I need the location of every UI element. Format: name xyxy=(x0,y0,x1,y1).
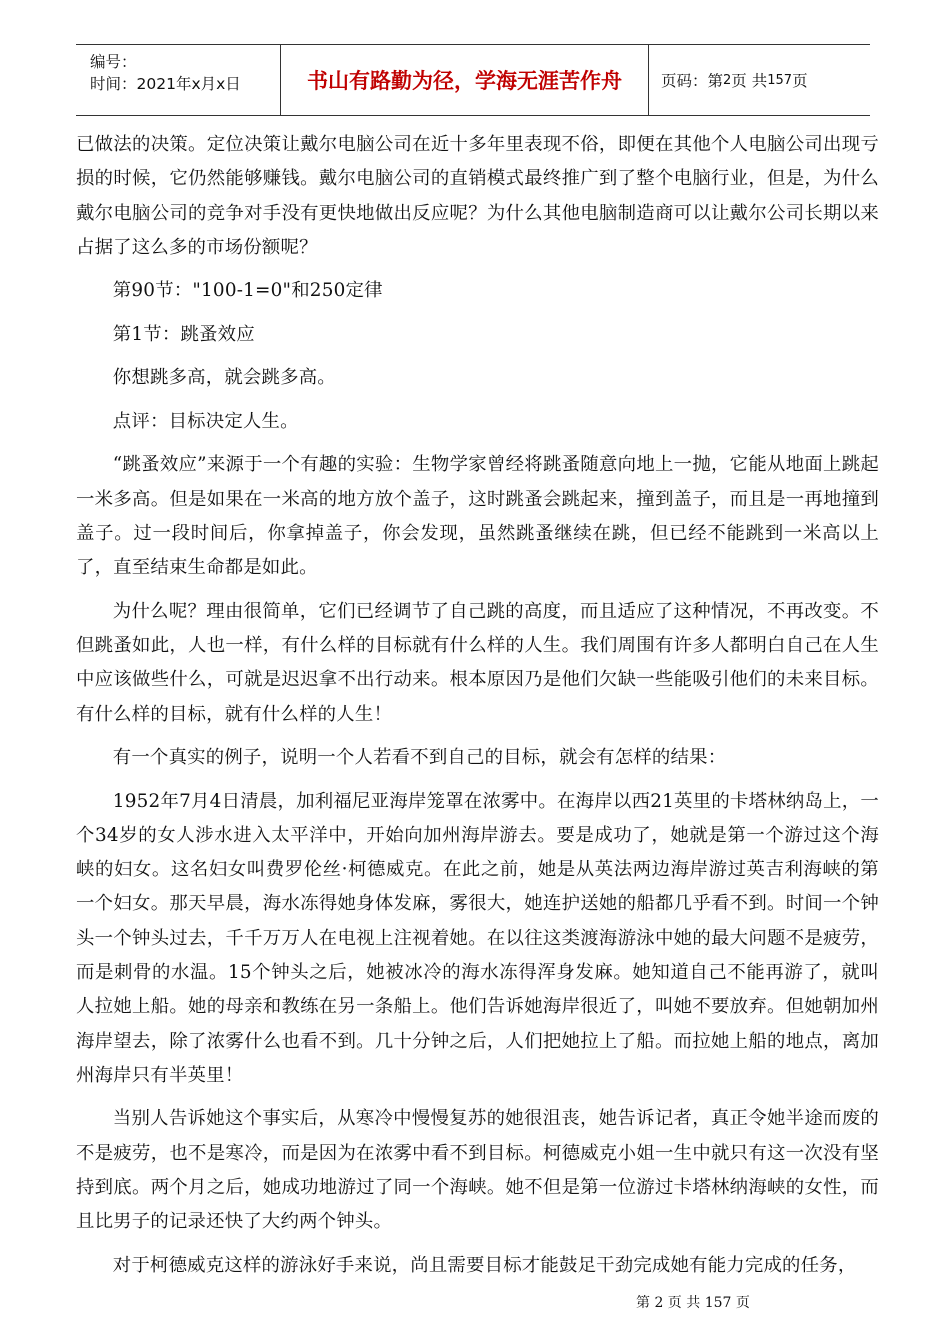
paragraph: “跳蚤效应”来源于一个有趣的实验：生物学家曾经将跳蚤随意向地上一抛，它能从地面上跳起一米多高。但是如果在一米高的地方放个盖子，这时跳蚤会跳起来，撞到盖子，而且是一再地撞到盖子。过一段时间后，你拿掉盖子，你会发现，虽然跳蚤继续在跳，但已经不能跳到一米高以上了，直至结束生命都是如此。 xyxy=(76,454,879,579)
paragraph: 对于柯德威克这样的游泳好手来说，尚且需要目标才能鼓足干劲完成她有能力完成的任务， xyxy=(112,1254,857,1276)
header-page-info xyxy=(649,45,870,115)
paragraph: 你想跳多高，就会跳多高。 xyxy=(112,367,336,389)
section-heading: 第90节："100-1=0"和250定律 xyxy=(112,280,383,302)
header-meta xyxy=(76,45,281,115)
paragraph: 已做法的决策。定位决策让戴尔电脑公司在近十多年里表现不俗，即便在其他个人电脑公司出现亏损的时候，它仍然能够赚钱。戴尔电脑公司的直销模式最终推广到了整个电脑行业，但是，为什么戴尔电脑公司的竞争对手没有更快地做出反应呢？为什么其他电脑制造商可以让戴尔公司长期以来占据了这么多的市场份额呢？ xyxy=(76,134,879,258)
paragraph: 1952年7月4日清晨，加利福尼亚海岸笼罩在浓雾中。在海岸以西21英里的卡塔林纳岛上，一个34岁的女人涉水进入太平洋中，开始向加州海岸游去。要是成功了，她就是第一个游过这个海峡的妇女。这名妇女叫费罗伦丝·柯德威克。在此之前，她是从英法两边海岸游过英吉利海峡的第一个妇女。那天早晨，海水冻得她身体发麻，雾很大，她连护送她的船都几乎看不到。时间一个钟头一个钟头过去，千千万万人在电视上注视着她。在以往这类渡海游泳中她的最大问题不是疲劳，而是刺骨的水温。15个钟头之后，她被冰冷的海水冻得浑身发麻。她知道自己不能再游了，就叫人拉她上船。她的母亲和教练在另一条船上。他们告诉她海岸很近了，叫她不要放弃。但她朝加州海岸望去，除了浓雾什么也看不到。几十分钟之后，人们把她拉上了船。而拉她上船的地点，离加州海岸只有半英里！ xyxy=(76,790,879,1086)
page-current: 2 xyxy=(723,72,732,88)
header-motto: 书山有路勤为径，学海无涯苦作舟 xyxy=(281,45,649,115)
paragraph: 为什么呢？理由很简单，它们已经调节了自己跳的高度，而且适应了这种情况，不再改变。不但跳蚤如此，人也一样，有什么样的目标就有什么样的人生。我们周围有许多人都明白自己在人生中应该做些什么，可就是迟迟拿不出行动来。根本原因乃是他们欠缺一些能吸引他们的未来目标。有什么样的目标，就有什么样的人生！ xyxy=(76,600,879,725)
time-label: 时间：2021年x月x日 xyxy=(90,75,241,93)
paragraph: 有一个真实的例子，说明一个人若看不到自己的目标，就会有怎样的结果： xyxy=(112,747,727,769)
page-label: 页码：第 xyxy=(661,72,724,90)
page-end: 页 xyxy=(792,72,808,90)
paragraph: 点评：目标决定人生。 xyxy=(112,410,299,432)
page-footer: 第 2 页 共 157 页 xyxy=(636,1295,750,1311)
page-mid: 页 共 xyxy=(731,72,768,90)
paragraph: 当别人告诉她这个事实后，从寒冷中慢慢复苏的她很沮丧，她告诉记者，真正令她半途而废的不是疲劳，也不是寒冷，而是因为在浓雾中看不到目标。柯德威克小姐一生中就只有这一次没有坚持到底。两个月之后，她成功地游过了同一个海峡。她不但是第一位游过卡塔林纳海峡的女性，而且比男子的记录还快了大约两个钟头。 xyxy=(76,1108,879,1233)
number-label: 编号： xyxy=(90,53,137,71)
page-header xyxy=(76,44,870,116)
page-total: 157 xyxy=(767,72,793,88)
document-body xyxy=(76,128,879,1292)
subsection-heading: 第1节：跳蚤效应 xyxy=(112,323,255,345)
